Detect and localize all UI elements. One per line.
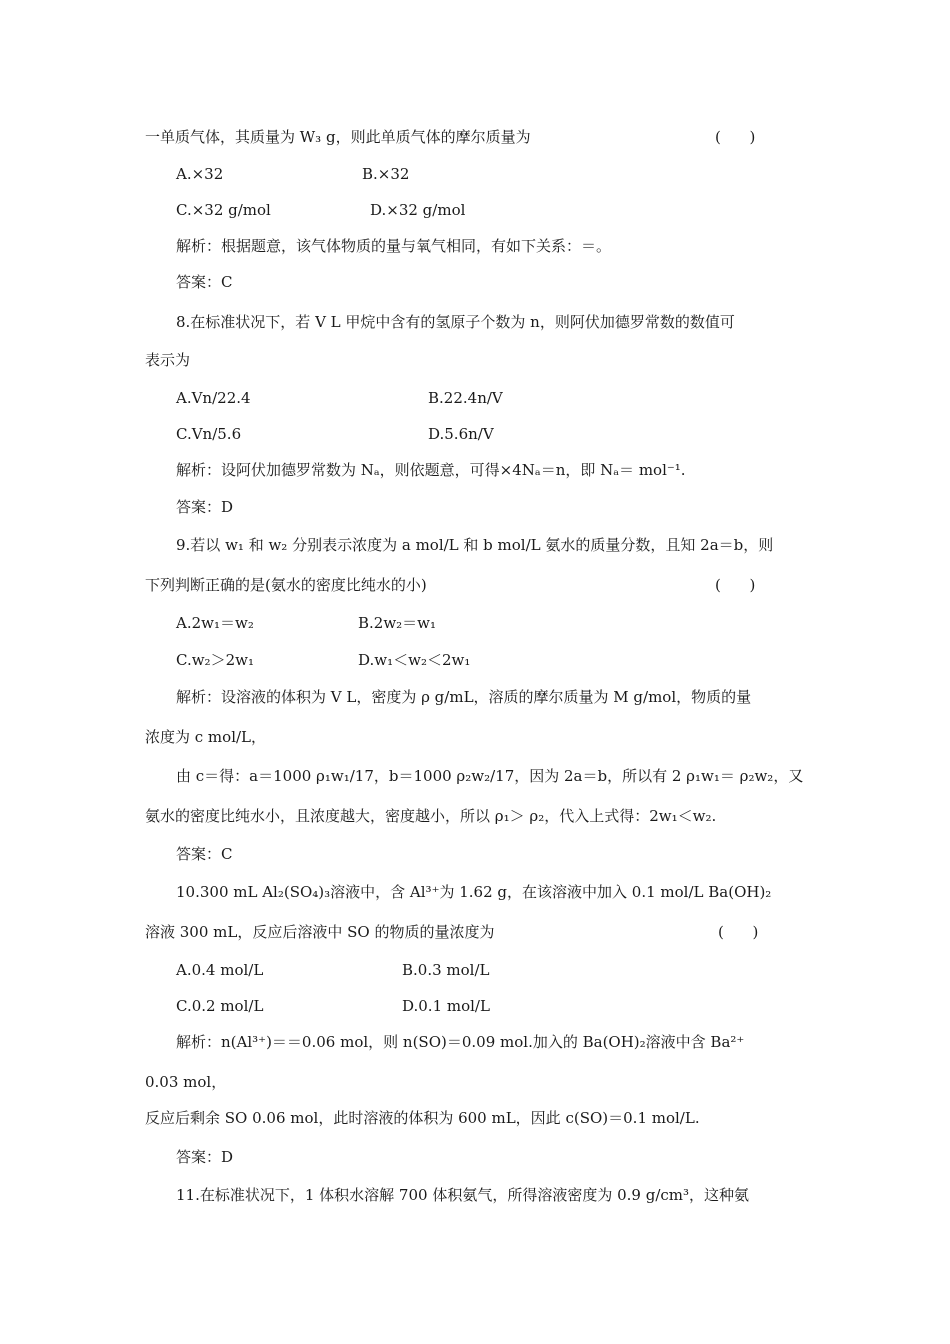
q8-option-d: D.5.6n/V [428,425,494,443]
q9-option-d: D.w₁＜w₂＜2w₁ [358,651,471,669]
q9-option-a: A.2w₁＝w₂ [176,614,254,632]
q7-option-b: B.×32 [362,165,410,183]
q10-answer-paren: ( ) [718,923,759,941]
q9-analysis-line4: 氨水的密度比纯水小，且浓度越大，密度越小，所以 ρ₁＞ ρ₂，代入上式得：2w₁＜w₂. [145,807,717,825]
q9-analysis-line2: 浓度为 c mol/L， [145,728,267,746]
q9-stem-line1: 9.若以 w₁ 和 w₂ 分别表示浓度为 a mol/L 和 b mol/L 氨水的质量分数，且知 2a＝b，则 [176,536,774,554]
q10-stem-line1: 10.300 mL Al₂(SO₄)₃溶液中，含 Al³⁺为 1.62 g，在该溶液中加入 0.1 mol/L Ba(OH)₂ [176,883,772,901]
q10-stem-line2: 溶液 300 mL，反应后溶液中 SO 的物质的量浓度为 [145,923,495,941]
q7-option-d: D.×32 g/mol [370,201,466,219]
q10-analysis-line1: 解析：n(Al³⁺)＝＝0.06 mol，则 n(SO)＝0.09 mol.加入的 Ba(OH)₂溶液中含 Ba²⁺ [176,1033,745,1051]
q9-analysis-line1: 解析：设溶液的体积为 V L，密度为 ρ g/mL，溶质的摩尔质量为 M g/mol，物质的量 [176,688,752,706]
q10-analysis-line2: 0.03 mol， [145,1073,227,1091]
q8-option-c: C.Vn/5.6 [176,425,242,443]
q8-option-b: B.22.4n/V [428,389,503,407]
q10-option-d: D.0.1 mol/L [402,997,490,1015]
q8-stem-line2: 表示为 [145,351,191,369]
q10-option-c: C.0.2 mol/L [176,997,264,1015]
q9-option-c: C.w₂＞2w₁ [176,651,254,669]
q9-option-b: B.2w₂＝w₁ [358,614,437,632]
q10-analysis-line3: 反应后剩余 SO 0.06 mol，此时溶液的体积为 600 mL，因此 c(SO)＝0.1 mol/L. [145,1109,700,1127]
q7-analysis: 解析：根据题意，该气体物质的量与氧气相同，有如下关系：＝。 [176,237,612,255]
q8-analysis: 解析：设阿伏加德罗常数为 Nₐ，则依题意，可得×4Nₐ＝n，即 Nₐ＝ mol⁻¹. [176,461,686,479]
q10-option-a: A.0.4 mol/L [176,961,264,979]
q8-stem-line1: 8.在标准状况下，若 V L 甲烷中含有的氢原子个数为 n，则阿伏加德罗常数的数值可 [176,313,735,331]
q7-answer-paren: ( ) [715,128,756,146]
q9-stem-line2: 下列判断正确的是(氨水的密度比纯水的小) [145,576,427,594]
q9-answer: 答案：C [176,845,233,863]
q9-analysis-line3: 由 c＝得：a＝1000 ρ₁w₁/17，b＝1000 ρ₂w₂/17，因为 2a＝b，所以有 2 ρ₁w₁＝ ρ₂w₂，又 [176,767,804,785]
q11-stem-line1: 11.在标准状况下，1 体积水溶解 700 体积氨气，所得溶液密度为 0.9 g/cm³，这种氨 [176,1186,750,1204]
q7-option-c: C.×32 g/mol [176,201,271,219]
q10-answer: 答案：D [176,1148,234,1166]
q7-answer: 答案：C [176,273,233,291]
q8-option-a: A.Vn/22.4 [176,389,251,407]
q7-stem: 一单质气体，其质量为 W₃ g，则此单质气体的摩尔质量为 [145,128,531,146]
q7-option-a: A.×32 [176,165,224,183]
q9-answer-paren: ( ) [715,576,756,594]
q8-answer: 答案：D [176,498,234,516]
q10-option-b: B.0.3 mol/L [402,961,490,979]
